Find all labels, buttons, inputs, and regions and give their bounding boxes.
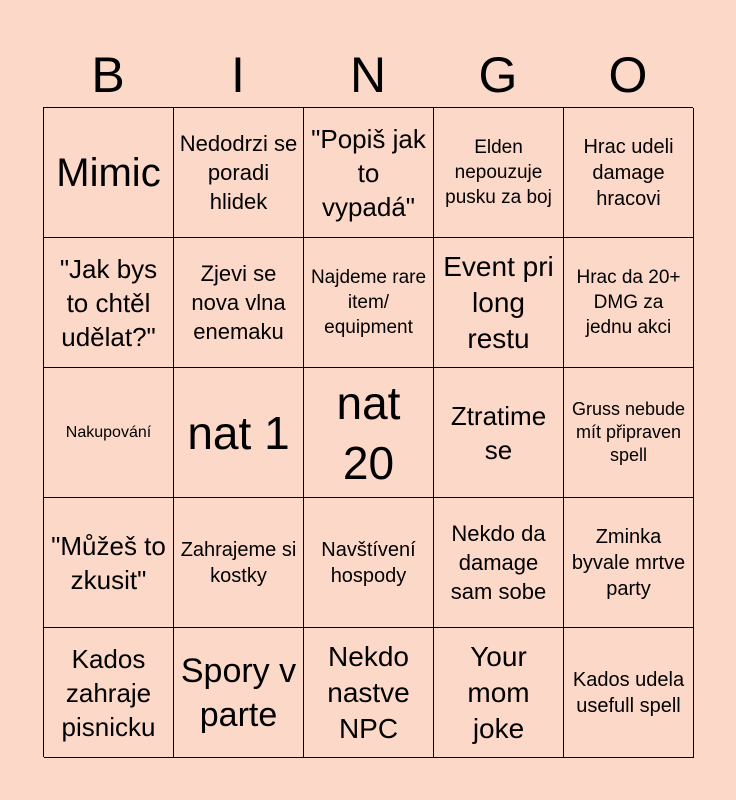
bingo-cell[interactable]: Nekdo nastve NPC <box>304 628 434 758</box>
bingo-cell[interactable]: Najdeme rare item/ equipment <box>304 238 434 368</box>
bingo-cell[interactable]: Navštívení hospody <box>304 498 434 628</box>
bingo-cell[interactable]: Kados zahraje pisnicku <box>44 628 174 758</box>
bingo-cell[interactable]: Hrac udeli damage hracovi <box>564 108 694 238</box>
bingo-cell[interactable]: Spory v parte <box>174 628 304 758</box>
bingo-cell[interactable]: Elden nepouzuje pusku za boj <box>434 108 564 238</box>
bingo-cell[interactable]: Event pri long restu <box>434 238 564 368</box>
header-letter-i: I <box>231 47 245 103</box>
header-letter-g: G <box>478 47 518 103</box>
bingo-cell[interactable]: Gruss nebude mít připraven spell <box>564 368 694 498</box>
bingo-cell[interactable]: nat 1 <box>174 368 304 498</box>
bingo-cell[interactable]: "Můžeš to zkusit" <box>44 498 174 628</box>
header-letter-n: N <box>349 47 387 103</box>
bingo-cell[interactable]: Nekdo da damage sam sobe <box>434 498 564 628</box>
bingo-cell-free-center[interactable]: nat 20 <box>304 368 434 498</box>
bingo-header <box>43 42 693 108</box>
bingo-cell[interactable]: Hrac da 20+ DMG za jednu akci <box>564 238 694 368</box>
bingo-cell[interactable]: Nakupování <box>44 368 174 498</box>
bingo-cell[interactable]: "Popiš jak to vypadá" <box>304 108 434 238</box>
header-letter-b: B <box>91 47 125 103</box>
bingo-cell[interactable]: Kados udela usefull spell <box>564 628 694 758</box>
header-letter-o: O <box>608 47 648 103</box>
bingo-cell[interactable]: Nedodrzi se poradi hlidek <box>174 108 304 238</box>
bingo-cell[interactable]: Zminka byvale mrtve party <box>564 498 694 628</box>
bingo-cell[interactable]: Zjevi se nova vlna enemaku <box>174 238 304 368</box>
bingo-cell[interactable]: Ztratime se <box>434 368 564 498</box>
bingo-cell[interactable]: Your mom joke <box>434 628 564 758</box>
bingo-cell[interactable]: Mimic <box>44 108 174 238</box>
bingo-cell[interactable]: Zahrajeme si kostky <box>174 498 304 628</box>
bingo-board <box>43 107 693 757</box>
bingo-cell[interactable]: "Jak bys to chtěl udělat?" <box>44 238 174 368</box>
